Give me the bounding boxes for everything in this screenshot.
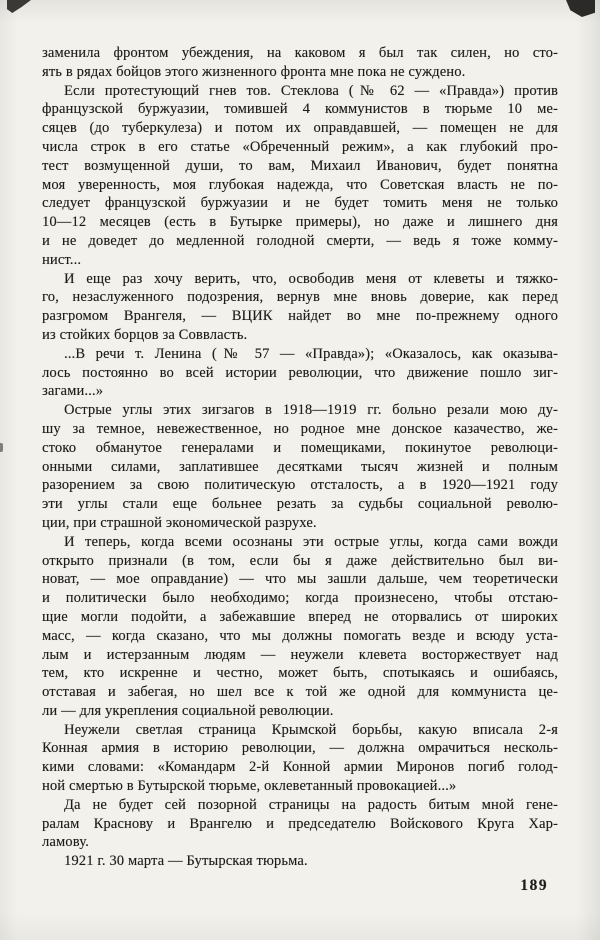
paragraph (42, 345, 558, 401)
text-line: следует французской буржуазии и не будет томить меня не только (42, 195, 558, 212)
text-line: го, незаслуженного подозрения, вернув мне вновь доверие, как перед (42, 289, 558, 306)
text-line: нист... (42, 251, 82, 268)
text-line: отставая и забегая, но шел все к той же одной для коммуниста це- (42, 684, 558, 701)
paragraph (42, 796, 558, 852)
text-line: разорением за свою политическую отсталость, а в 1920—1921 году (42, 477, 558, 494)
paragraph (42, 401, 558, 533)
text-line: Да не будет сей позорной страницы на радость битым мной гене- (64, 796, 558, 813)
text-line: ...В речи т. Ленина (№ 57 — «Правда»); «Оказалось, как оказыва- (64, 345, 558, 362)
text-line: ции, при страшной экономической разрухе. (42, 514, 317, 531)
text-line: лым и истерзанным людям — неужели клевета восторжествует над (42, 646, 558, 663)
text-line: из стойких борцов за Соввласть. (42, 326, 248, 343)
text-line: 1921 г. 30 марта — Бутырская тюрьма. (64, 853, 308, 870)
paragraph (42, 44, 558, 82)
text-line: Если протестующий гнев тов. Стеклова (№ 62 — «Правда») против (64, 82, 558, 99)
text-line: Неужели светлая страница Крымской борьбы, какую вписала 2-я (64, 721, 558, 738)
paragraph (42, 721, 558, 796)
text-line: И еще раз хочу верить, что, освободив меня от клеветы и тяжко- (64, 270, 558, 287)
text-line: лось постоянно во всей истории революции, что движение пошло зиг- (42, 364, 558, 381)
text-line: новат, — мое оправдание) — что мы зашли дальше, чем теоретически (42, 571, 558, 588)
text-line: сяцев (до туберкулеза) и потом их оправдавшей, — помещен не для (42, 120, 558, 137)
text-line: открыто признали (в том, если бы я даже действительно был ви- (42, 552, 558, 569)
paragraph (42, 852, 558, 871)
text-line: и не доведет до медленной голодной смерти, — ведь я тоже комму- (42, 232, 558, 249)
text-line: Конная армия в историю революции, — должна омрачиться несколь- (42, 740, 558, 757)
text-line: тест возмущенной души, то вам, Михаил Иванович, будет понятна (42, 157, 558, 174)
text-line: тем, кто искренне и честно, может быть, спотыкаясь и ошибаясь, (42, 665, 558, 682)
text-line: онными силами, заплатившее десятками тысяч жизней и полным (42, 458, 558, 475)
text-line: ной смертью в Бутырской тюрьме, оклеветанный провокацией...» (42, 778, 457, 795)
text-line: ять в рядах бойцов этого жизненного фронта мне пока не суждено. (42, 63, 466, 80)
scan-speck-left-edge (0, 443, 3, 452)
text-line: эти углы стали еще больнее резать за судьбы социальной револю- (42, 496, 558, 513)
scan-artifact-top-right (566, 0, 595, 17)
text-line: разгромом Врангеля, — ВЦИК найдет во мне по-прежнему одного (42, 308, 558, 325)
text-line: французской буржуазии, томившей 4 коммунистов в тюрьме 10 ме- (42, 101, 558, 118)
text-line: ламову. (42, 834, 89, 851)
text-line: щие могли подойти, а забежавшие вперед не оторвались от широких (42, 608, 558, 625)
text-line: ралам Краснову и Врангелю и председателю Войскового Круга Хар- (42, 815, 558, 832)
paragraph (42, 82, 558, 270)
text-line: масс, — когда сказано, что мы должны помогать везде и всюду уста- (42, 627, 558, 644)
text-line: стоко обманутое генералами и помещиками, покинутое революци- (42, 439, 558, 456)
text-block (42, 44, 558, 871)
text-line: и политически было необходимо; когда произнесено, чтобы отстаю- (42, 590, 558, 607)
text-line: И теперь, когда всеми осознаны эти острые углы, когда сами вожди (64, 533, 558, 550)
text-line: заменила фронтом убеждения, на каковом я был так силен, но сто- (42, 45, 558, 61)
text-line: 10—12 месяцев (есть в Бутырке примеры), но даже и лишнего дня (42, 214, 558, 231)
text-line: кими словами: «Командарм 2-й Конной армии Миронов погиб голод- (42, 759, 558, 776)
text-line: моя уверенность, моя глубокая надежда, что Советская власть не по- (42, 176, 558, 193)
scan-artifact-top-left (7, 0, 31, 13)
paragraph (42, 533, 558, 721)
paragraph (42, 270, 558, 345)
text-line: числа строк в его статье «Обреченный режим», а как глубокий про- (42, 138, 558, 155)
page-number: 189 (520, 877, 548, 894)
text-line: ли — для укрепления социальной революции. (42, 702, 334, 719)
text-line: загами...» (42, 383, 104, 400)
text-line: шу за темное, невежественное, но родное мне донское казачество, же- (42, 420, 558, 437)
text-line: Острые углы этих зигзагов в 1918—1919 гг. больно резали мою ду- (64, 402, 558, 419)
